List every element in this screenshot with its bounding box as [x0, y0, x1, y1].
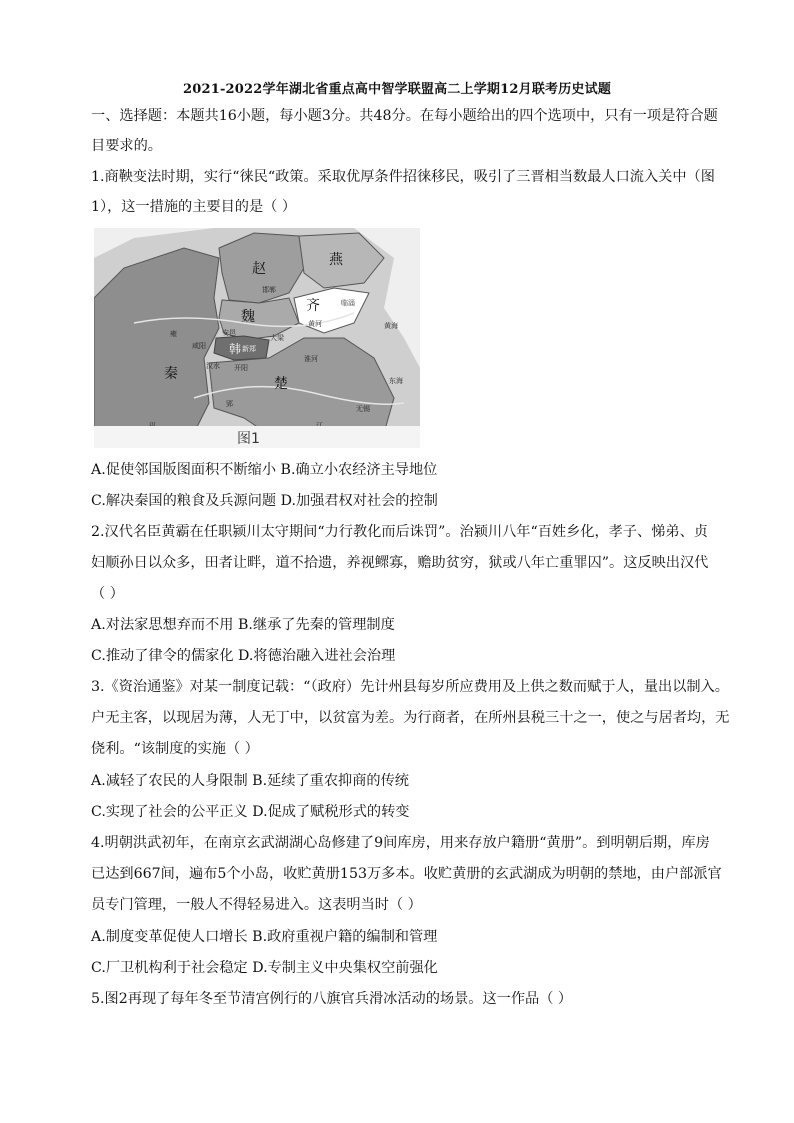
svg-text:临淄: 临淄: [341, 299, 355, 307]
q3-stem-line2: 户无主客，以现居为薄，人无丁中，以贫富为差。为行商者，在所州县税三十之一，使之与居者均，无: [91, 710, 730, 726]
q4-stem-line3: 员专门管理，一般人不得轻易进入。这表明当时（ ）: [91, 897, 422, 913]
q1-options-cd: C.解决秦国的粮食及兵源问题 D.加强君权对社会的控制: [91, 493, 438, 509]
q2-options-ab: A.对法家思想弃而不用 B.继承了先秦的管理制度: [91, 617, 395, 633]
state-label-wei: 魏: [241, 309, 255, 325]
svg-text:大梁: 大梁: [270, 334, 284, 342]
map-caption: 图1: [237, 431, 260, 447]
q2-stem-line1: 2.汉代名臣黄霸在任职颍川太守期间“力行教化而后诛罚”。治颍川八年“百姓乡化，孝子、悌弟、贞: [91, 524, 708, 540]
state-label-zhao: 赵: [252, 261, 266, 277]
q3-options-cd: C.实现了社会的公平正义 D.促成了赋税形式的转变: [91, 804, 410, 820]
q3-stem-line3: 侥利。“该制度的实施（ ）: [91, 741, 259, 757]
svg-text:咸阳: 咸阳: [192, 342, 206, 350]
state-label-han: 韩: [229, 342, 242, 356]
q3-stem-line1: 3.《资治通鉴》对某一制度记载：“（政府）先计州县每岁所应费用及上供之数而赋于人，量出以制入。: [91, 679, 729, 695]
section-heading-cont: 目要求的。: [91, 138, 162, 154]
svg-text:黄河: 黄河: [308, 320, 322, 328]
q4-options-cd: C.厂卫机构利于社会稳定 D.专制主义中央集权空前强化: [91, 960, 438, 976]
map-graphic: [94, 228, 420, 448]
q4-options-ab: A.制度变革促使人口增长 B.政府重视户籍的编制和管理: [91, 929, 438, 945]
q2-stem-line3: （ ）: [91, 586, 124, 602]
q5-stem-line1: 5.图2再现了每年冬至节清宫例行的八旗官兵滑冰活动的场景。这一作品（ ）: [91, 991, 573, 1007]
q4-stem-line2: 已达到667间，遍布5个小岛，收贮黄册153万多本。收贮黄册的玄武湖成为明朝的禁地，由户部派官: [91, 866, 722, 882]
state-label-yan: 燕: [329, 252, 343, 268]
warring-states-map: [94, 228, 420, 448]
svg-text:汉水: 汉水: [206, 362, 220, 370]
svg-text:开阳: 开阳: [234, 364, 248, 372]
svg-text:无锡: 无锡: [356, 405, 370, 413]
svg-text:新郑: 新郑: [242, 345, 256, 353]
svg-text:雍: 雍: [170, 330, 177, 338]
state-label-qi: 齐: [306, 298, 320, 314]
svg-text:东海: 东海: [389, 377, 403, 385]
q1-stem-line1: 1.商鞅变法时期，实行“徕民“政策。采取优厚条件招徕移民，吸引了三晋相当数最人口流入关中（图: [91, 169, 715, 185]
q3-options-ab: A.减轻了农民的人身限制 B.延续了重农抑商的传统: [91, 773, 409, 789]
q1-options-ab: A.促使邻国版图面积不断缩小 B.确立小农经济主导地位: [91, 462, 438, 478]
q4-stem-line1: 4.明朝洪武初年，在南京玄武湖湖心岛修建了9间库房，用来存放户籍册“黄册”。到明朝后期，库房: [91, 835, 710, 851]
q2-stem-line2: 妇顺孙日以众多，田者让畔，道不拾遗，养视鳏寡，赡助贫穷，狱或八年亡重罪囚”。这反映出汉代: [91, 555, 709, 571]
q2-options-cd: C.推动了律令的儒家化 D.将德治融入进社会治理: [91, 648, 396, 664]
svg-text:淮河: 淮河: [304, 355, 318, 363]
q1-stem-line2: 1），这一措施的主要目的是（ ）: [91, 199, 297, 215]
svg-text:郢: 郢: [226, 400, 233, 408]
section-heading: 一、选择题：本题共16小题，每小题3分。共48分。在每小题给出的四个选项中，只有一项是符合题: [91, 108, 718, 124]
state-label-qin: 秦: [164, 366, 178, 382]
svg-text:黄海: 黄海: [384, 322, 398, 330]
svg-text:安邑: 安邑: [222, 329, 236, 337]
svg-text:邯郸: 邯郸: [262, 286, 276, 294]
state-label-chu: 楚: [274, 376, 288, 392]
exam-title: 2021-2022学年湖北省重点高中智学联盟高二上学期12月联考历史试题: [182, 82, 612, 97]
